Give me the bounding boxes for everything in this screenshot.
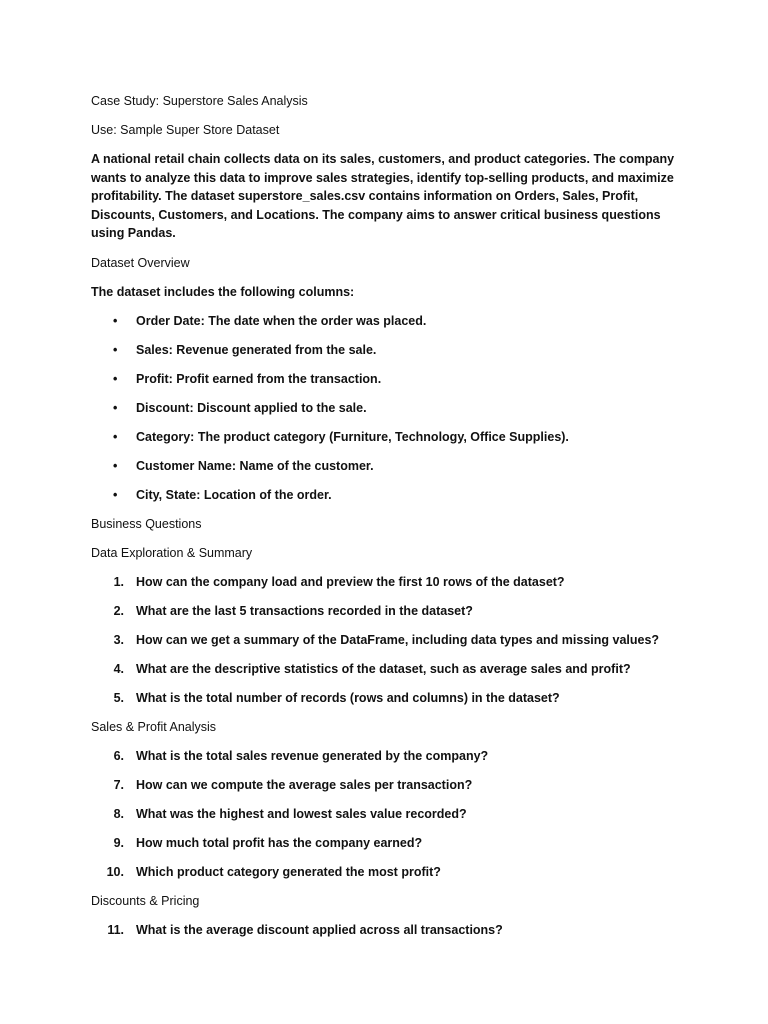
- section-heading-data-exploration: Data Exploration & Summary: [91, 545, 253, 560]
- question-item: [91, 631, 691, 649]
- list-item: [91, 341, 691, 359]
- question-text: How can the company load and preview the first 10 rows of the dataset?: [136, 574, 565, 589]
- questions-list-data-exploration: [91, 573, 691, 707]
- question-text: What is the total sales revenue generated by the company?: [136, 748, 489, 763]
- column-description: Profit: Profit earned from the transaction.: [136, 371, 382, 386]
- question-text: How much total profit has the company earned?: [136, 835, 423, 850]
- column-description: Sales: Revenue generated from the sale.: [136, 342, 377, 357]
- dataset-use-line: Use: Sample Super Store Dataset: [91, 123, 280, 137]
- question-number: 10.: [106, 864, 124, 879]
- column-description: City, State: Location of the order.: [136, 487, 332, 502]
- question-item: [91, 921, 691, 939]
- question-number: 7.: [113, 777, 124, 792]
- question-item: [91, 863, 691, 881]
- question-text: What is the average discount applied across all transactions?: [136, 922, 503, 937]
- question-number: 4.: [113, 661, 124, 676]
- list-item: [91, 457, 691, 475]
- column-description: Discount: Discount applied to the sale.: [136, 400, 367, 415]
- bullet-icon: •: [113, 313, 118, 328]
- bullet-icon: •: [113, 429, 118, 444]
- question-item: [91, 747, 691, 765]
- columns-intro: The dataset includes the following columns:: [91, 284, 355, 299]
- question-text: How can we compute the average sales per transaction?: [136, 777, 473, 792]
- intro-paragraph: A national retail chain collects data on its sales, customers, and product categories. The company wants to analyze this data to improve sales strategies, identify top-selling products, and maximize profitability. The dataset superstore_sales.csv contains information on Orders, Sales, Profit, Discounts, Customers, and Locations. The company aims to answer critical business questions using Pandas.: [91, 152, 675, 240]
- column-description: Customer Name: Name of the customer.: [136, 458, 374, 473]
- column-description: Category: The product category (Furniture, Technology, Office Supplies).: [136, 429, 569, 444]
- list-item: [91, 428, 691, 446]
- bullet-icon: •: [113, 371, 118, 386]
- question-number: 1.: [113, 574, 124, 589]
- list-item: [91, 370, 691, 388]
- bullet-icon: •: [113, 400, 118, 415]
- bullet-icon: •: [113, 458, 118, 473]
- question-item: [91, 805, 691, 823]
- question-item: [91, 602, 691, 620]
- bullet-icon: •: [113, 487, 118, 502]
- business-questions-heading: Business Questions: [91, 516, 202, 531]
- section-heading-sales-profit: Sales & Profit Analysis: [91, 719, 217, 734]
- question-number: 11.: [107, 922, 124, 937]
- question-number: 6.: [113, 748, 124, 763]
- list-item: [91, 399, 691, 417]
- list-item: [91, 312, 691, 330]
- question-text: What was the highest and lowest sales value recorded?: [136, 806, 467, 821]
- question-number: 9.: [113, 835, 124, 850]
- bullet-icon: •: [113, 342, 118, 357]
- dataset-overview-heading: Dataset Overview: [91, 255, 190, 270]
- question-text: What is the total number of records (rows and columns) in the dataset?: [136, 690, 560, 705]
- question-item: [91, 776, 691, 794]
- question-number: 2.: [113, 603, 124, 618]
- questions-list-sales-profit: [91, 747, 691, 881]
- document-body: [91, 92, 691, 950]
- column-description: Order Date: The date when the order was placed.: [136, 313, 427, 328]
- questions-list-discounts-pricing: [91, 921, 691, 939]
- question-number: 3.: [113, 632, 124, 647]
- question-text: What are the last 5 transactions recorded in the dataset?: [136, 603, 473, 618]
- question-text: How can we get a summary of the DataFrame, including data types and missing values?: [136, 632, 660, 647]
- question-text: What are the descriptive statistics of the dataset, such as average sales and profit?: [136, 661, 631, 676]
- question-number: 8.: [113, 806, 124, 821]
- question-item: [91, 834, 691, 852]
- question-number: 5.: [113, 690, 124, 705]
- question-item: [91, 689, 691, 707]
- section-heading-discounts-pricing: Discounts & Pricing: [91, 893, 200, 908]
- columns-list: [91, 312, 691, 504]
- document-title: Case Study: Superstore Sales Analysis: [91, 94, 308, 108]
- question-item: [91, 660, 691, 678]
- list-item: [91, 486, 691, 504]
- question-text: Which product category generated the most profit?: [136, 864, 441, 879]
- question-item: [91, 573, 691, 591]
